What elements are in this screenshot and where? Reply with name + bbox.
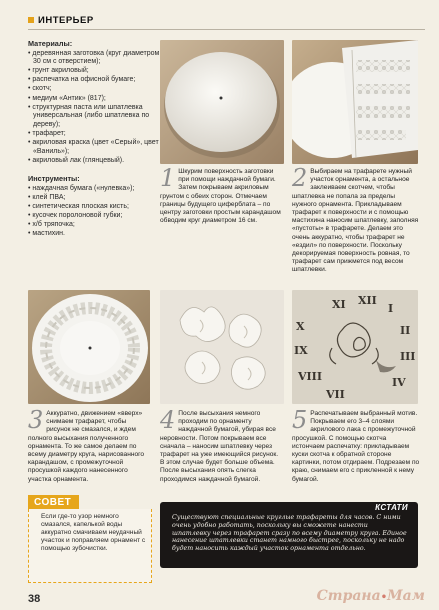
svg-text:I: I	[388, 302, 394, 315]
tools-title: Инструменты:	[28, 174, 80, 184]
svg-text:VII: VII	[326, 388, 345, 401]
tip-box	[28, 492, 152, 583]
materials-item: • акриловый лак (глянцевый).	[28, 157, 160, 166]
watermark-dot: •	[380, 592, 388, 603]
materials-item: • грунт акриловый;	[28, 67, 160, 76]
step5-photo-clock-face	[292, 290, 418, 404]
step-number: 4	[160, 406, 176, 434]
section-marker	[28, 17, 34, 23]
step-text: Шкурим поверхность заготовки при помощи наждачной бумаги. Затем покрываем акриловым грунтом с обеих сторон. Отмечаем границы будущего циферблата – по центру заготовки простым карандашом обводим круг диаметром 16 см.	[160, 168, 281, 225]
watermark-left: Страна	[316, 588, 381, 604]
step-text: Распечатываем выбранный мотив. Покрываем его 3–4 слоями акрилового лака с промежуточной просушкой. С помощью скотча истончаем распечатку: прикладываем куски скотча к обратной стороне картинки, потом отдираем. Подрезаем по краю, снимаем его с прикленной к нему бумагой.	[292, 410, 420, 483]
svg-text:III: III	[400, 350, 416, 363]
step-3	[28, 406, 152, 484]
step-2	[292, 164, 420, 275]
section-header	[28, 14, 94, 26]
step4-photo-ornament-closeup	[160, 290, 284, 404]
svg-text:IX: IX	[294, 344, 308, 357]
svg-text:IV: IV	[392, 376, 406, 389]
by-the-way-text: Существуют специальные круглые трафареты для часов. С ними очень удобно работать, поскольку вы сможете нанести шпатлевку через трафарет сразу по всему диаметру круга. Единое нанесение шпатлевки станет намного быстрее, поскольку не надо будет наносить каждый участок орнамента отдельно.	[172, 514, 407, 553]
tip-title: СОВЕТ	[28, 495, 79, 509]
step-text: Аккуратно, движением «вверх» снимаем трафарет, чтобы рисунок не смазался, и ждем полного высыхания полученного орнамента. То же самое делаем по всему диаметру круга, нарисованного карандашом, с промежуточной просушкой каждого нанесенного участка орнамента.	[28, 410, 145, 483]
step-text: Выбираем на трафарете нужный участок орнамента, а остальное заклеиваем скотчем, чтобы шпатлевка не попала за пределы нужного орнамента. Прикладываем трафарет к поверхности и с помощью мастихина наносим шпатлевку, заполняя «пустоты» в трафарете. Делаем это очень аккуратно, чтобы трафарет не «ездил» по поверхности. Поскольку декорируемая поверхность ровная, то трафарет сам прижмется под весом шпатлевки.	[292, 168, 419, 274]
site-watermark	[317, 588, 425, 604]
materials-item: • трафарет;	[28, 130, 160, 139]
step-5	[292, 406, 420, 484]
step-number: 2	[292, 164, 308, 192]
materials-item: • акриловая краска (цвет «Серый», цвет «Ваниль»);	[28, 139, 160, 156]
tools-item: • клей ПВА;	[28, 194, 160, 203]
tools-item: • кусочек поролоновой губки;	[28, 212, 160, 221]
svg-text:II: II	[400, 324, 411, 337]
materials-item: • распечатка на офисной бумаге;	[28, 76, 160, 85]
step-number: 3	[28, 406, 44, 434]
svg-text:XI: XI	[332, 298, 346, 311]
step-text: После высыхания немного проходим по орнаменту наждачной бумагой, убирая все неровности. Потом покрываем все сначала – наносим шпатлевку через трафарет на уже имеющийся рисунок. В этом случае будет больше объема. После высыхания опять слегка проходимся наждачной бумагой.	[160, 410, 279, 483]
step1-photo-blank-disc	[160, 40, 284, 164]
step-4	[160, 406, 284, 484]
tools-list	[28, 185, 160, 239]
materials-item: • структурная паста или шпатлевка универсальная (либо шпатлевка по дереву);	[28, 104, 160, 130]
materials-item: • медиум «Антик» (817);	[28, 95, 160, 104]
materials-item: • деревянная заготовка (круг диаметром 30 см с отверстием);	[28, 50, 160, 67]
svg-text:X: X	[296, 320, 305, 333]
materials-list	[28, 50, 160, 166]
header-rule	[28, 29, 425, 30]
materials-item: • скотч;	[28, 85, 160, 94]
step3-photo-ornament-ring	[28, 290, 150, 404]
step-number: 5	[292, 406, 308, 434]
svg-text:VIII: VIII	[298, 370, 322, 383]
page-number: 38	[28, 593, 41, 605]
watermark-right: Мам	[387, 588, 425, 604]
section-title: ИНТЕРЬЕР	[38, 14, 94, 26]
tools-item: • х/б тряпочка;	[28, 221, 160, 230]
svg-text:XII: XII	[358, 294, 377, 307]
tools-item: • синтетическая плоская кисть;	[28, 203, 160, 212]
tools-item: • мастихин.	[28, 230, 160, 239]
tools-item: • наждачная бумага («нулевка»);	[28, 185, 160, 194]
materials-title: Материалы:	[28, 39, 73, 48]
by-the-way-box	[160, 502, 418, 568]
supplies-column	[28, 40, 160, 249]
step2-photo-stencil	[292, 40, 418, 164]
by-the-way-title: КСТАТИ	[375, 503, 408, 512]
step-1	[160, 164, 284, 225]
step-number: 1	[160, 164, 176, 192]
tip-text: Если где-то узор немного смазался, капелькой воды аккуратно смачиваем неудачный участок и поправляем орнамент с помощью зубочистки.	[28, 509, 152, 583]
